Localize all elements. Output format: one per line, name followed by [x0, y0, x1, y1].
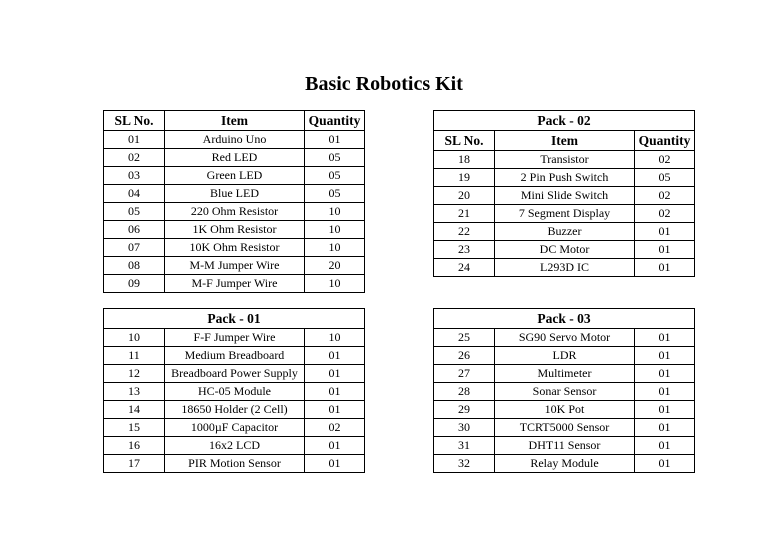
quantity-cell: 01 [635, 223, 695, 241]
table-row [104, 419, 365, 437]
quantity-cell: 01 [305, 383, 365, 401]
quantity-cell: 05 [305, 185, 365, 203]
sl-no-cell: 16 [104, 437, 165, 455]
column-header-quantity: Quantity [305, 111, 365, 131]
item-cell: Mini Slide Switch [495, 187, 635, 205]
sl-no-cell: 20 [434, 187, 495, 205]
quantity-cell: 20 [305, 257, 365, 275]
table-body [104, 131, 365, 293]
column-header-item: Item [495, 131, 635, 151]
item-cell: 10K Ohm Resistor [165, 239, 305, 257]
table-row [104, 203, 365, 221]
table-row [434, 347, 695, 365]
quantity-cell: 01 [635, 241, 695, 259]
pack-01-title: Pack - 01 [104, 309, 365, 329]
item-cell: DC Motor [495, 241, 635, 259]
quantity-cell: 01 [305, 365, 365, 383]
sl-no-cell: 23 [434, 241, 495, 259]
item-cell: PIR Motion Sensor [165, 455, 305, 473]
table-row [104, 185, 365, 203]
sl-no-cell: 21 [434, 205, 495, 223]
quantity-cell: 05 [305, 149, 365, 167]
sl-no-cell: 01 [104, 131, 165, 149]
item-cell: SG90 Servo Motor [495, 329, 635, 347]
sl-no-cell: 27 [434, 365, 495, 383]
table-row [104, 455, 365, 473]
table-row [434, 205, 695, 223]
column-header-item: Item [165, 111, 305, 131]
sl-no-cell: 02 [104, 149, 165, 167]
quantity-cell: 10 [305, 203, 365, 221]
sl-no-cell: 07 [104, 239, 165, 257]
quantity-cell: 05 [635, 169, 695, 187]
item-cell: LDR [495, 347, 635, 365]
item-cell: HC-05 Module [165, 383, 305, 401]
table-row [434, 401, 695, 419]
sl-no-cell: 26 [434, 347, 495, 365]
item-cell: Transistor [495, 151, 635, 169]
pack-title-row [434, 111, 695, 131]
sl-no-cell: 15 [104, 419, 165, 437]
table-row [104, 131, 365, 149]
sl-no-cell: 19 [434, 169, 495, 187]
item-cell: M-M Jumper Wire [165, 257, 305, 275]
quantity-cell: 01 [305, 437, 365, 455]
sl-no-cell: 09 [104, 275, 165, 293]
quantity-cell: 01 [635, 347, 695, 365]
header-row [104, 111, 365, 131]
table-row [104, 257, 365, 275]
item-cell: TCRT5000 Sensor [495, 419, 635, 437]
item-cell: Sonar Sensor [495, 383, 635, 401]
sl-no-cell: 10 [104, 329, 165, 347]
table-row [434, 365, 695, 383]
table-row [104, 365, 365, 383]
item-cell: Buzzer [495, 223, 635, 241]
item-cell: DHT11 Sensor [495, 437, 635, 455]
main-items-table [103, 110, 365, 293]
item-cell: Relay Module [495, 455, 635, 473]
table-row [104, 149, 365, 167]
quantity-cell: 01 [635, 419, 695, 437]
sl-no-cell: 11 [104, 347, 165, 365]
sl-no-cell: 06 [104, 221, 165, 239]
table-row [434, 455, 695, 473]
item-cell: 1K Ohm Resistor [165, 221, 305, 239]
column-header-quantity: Quantity [635, 131, 695, 151]
table-row [104, 275, 365, 293]
quantity-cell: 10 [305, 221, 365, 239]
quantity-cell: 01 [305, 455, 365, 473]
sl-no-cell: 14 [104, 401, 165, 419]
pack-03-table [433, 308, 695, 473]
table-row [434, 259, 695, 277]
item-cell: Red LED [165, 149, 305, 167]
table-row [434, 223, 695, 241]
quantity-cell: 01 [635, 329, 695, 347]
pack-02-table [433, 110, 695, 277]
pack-01-table [103, 308, 365, 473]
sl-no-cell: 25 [434, 329, 495, 347]
item-cell: Blue LED [165, 185, 305, 203]
item-cell: 2 Pin Push Switch [495, 169, 635, 187]
quantity-cell: 02 [635, 187, 695, 205]
sl-no-cell: 04 [104, 185, 165, 203]
quantity-cell: 01 [305, 401, 365, 419]
item-cell: Multimeter [495, 365, 635, 383]
sl-no-cell: 13 [104, 383, 165, 401]
quantity-cell: 01 [635, 401, 695, 419]
item-cell: Arduino Uno [165, 131, 305, 149]
pack-title-row [104, 309, 365, 329]
column-header-sl: SL No. [434, 131, 495, 151]
table-row [434, 383, 695, 401]
quantity-cell: 02 [305, 419, 365, 437]
table-body [434, 151, 695, 277]
sl-no-cell: 29 [434, 401, 495, 419]
quantity-cell: 01 [305, 131, 365, 149]
table-body [434, 329, 695, 473]
sl-no-cell: 24 [434, 259, 495, 277]
table-row [104, 167, 365, 185]
table-row [434, 419, 695, 437]
item-cell: 220 Ohm Resistor [165, 203, 305, 221]
table-row [434, 187, 695, 205]
item-cell: Green LED [165, 167, 305, 185]
item-cell: L293D IC [495, 259, 635, 277]
sl-no-cell: 18 [434, 151, 495, 169]
quantity-cell: 05 [305, 167, 365, 185]
quantity-cell: 10 [305, 239, 365, 257]
sl-no-cell: 28 [434, 383, 495, 401]
header-row [434, 131, 695, 151]
page-title: Basic Robotics Kit [305, 73, 463, 95]
sl-no-cell: 17 [104, 455, 165, 473]
table-row [104, 401, 365, 419]
sl-no-cell: 31 [434, 437, 495, 455]
item-cell: Medium Breadboard [165, 347, 305, 365]
sl-no-cell: 08 [104, 257, 165, 275]
item-cell: 18650 Holder (2 Cell) [165, 401, 305, 419]
quantity-cell: 01 [305, 347, 365, 365]
item-cell: M-F Jumper Wire [165, 275, 305, 293]
table-row [104, 239, 365, 257]
sl-no-cell: 03 [104, 167, 165, 185]
table-row [434, 329, 695, 347]
table-row [434, 241, 695, 259]
sl-no-cell: 05 [104, 203, 165, 221]
table-row [104, 383, 365, 401]
quantity-cell: 01 [635, 437, 695, 455]
table-row [434, 169, 695, 187]
table-row [434, 437, 695, 455]
table-row [104, 221, 365, 239]
quantity-cell: 10 [305, 329, 365, 347]
pack-02-title: Pack - 02 [434, 111, 695, 131]
table-row [434, 151, 695, 169]
pack-03-title: Pack - 03 [434, 309, 695, 329]
sl-no-cell: 12 [104, 365, 165, 383]
item-cell: 10K Pot [495, 401, 635, 419]
item-cell: 16x2 LCD [165, 437, 305, 455]
item-cell: 7 Segment Display [495, 205, 635, 223]
item-cell: 1000µF Capacitor [165, 419, 305, 437]
column-header-sl: SL No. [104, 111, 165, 131]
table-body [104, 329, 365, 473]
quantity-cell: 01 [635, 455, 695, 473]
quantity-cell: 10 [305, 275, 365, 293]
sl-no-cell: 32 [434, 455, 495, 473]
quantity-cell: 02 [635, 151, 695, 169]
quantity-cell: 02 [635, 205, 695, 223]
sl-no-cell: 30 [434, 419, 495, 437]
item-cell: Breadboard Power Supply [165, 365, 305, 383]
quantity-cell: 01 [635, 259, 695, 277]
sl-no-cell: 22 [434, 223, 495, 241]
table-row [104, 347, 365, 365]
quantity-cell: 01 [635, 383, 695, 401]
pack-title-row [434, 309, 695, 329]
table-row [104, 437, 365, 455]
table-row [104, 329, 365, 347]
item-cell: F-F Jumper Wire [165, 329, 305, 347]
quantity-cell: 01 [635, 365, 695, 383]
